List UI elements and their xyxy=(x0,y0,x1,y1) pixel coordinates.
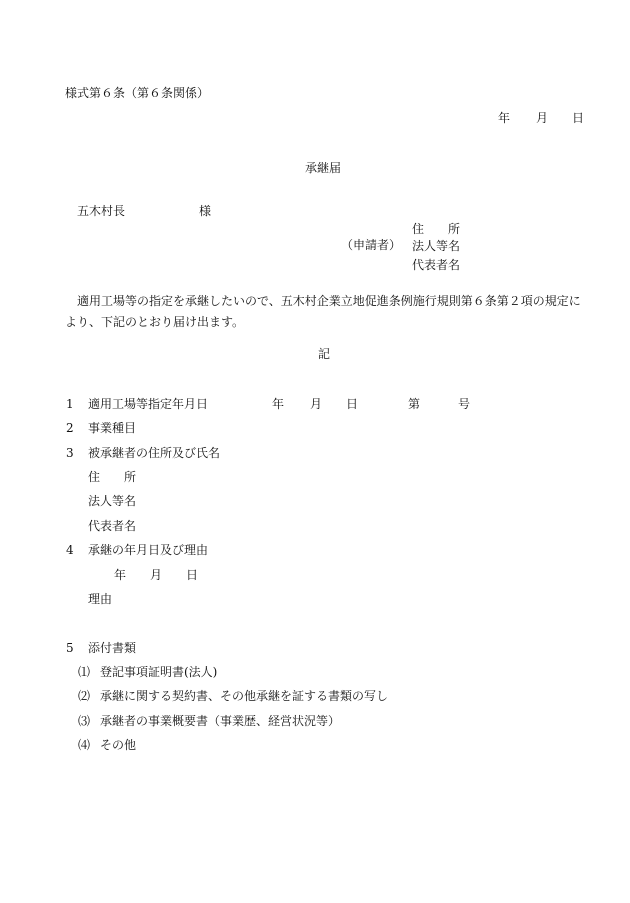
item3-number: 3 xyxy=(66,446,74,460)
applicant-label: （申請者） xyxy=(341,238,402,252)
applicant-representative-label: 代表者名 xyxy=(412,258,461,272)
attachment-1-text: 登記事項証明書(法人) xyxy=(100,665,218,679)
addressee-name: 五木村長 xyxy=(77,204,126,218)
item1-number: 1 xyxy=(66,397,74,411)
item4-label: 承継の年月日及び理由 xyxy=(88,543,209,557)
applicant-address-label: 住 所 xyxy=(412,222,461,236)
attachment-2-number: ⑵ xyxy=(78,689,91,703)
item2-label: 事業種目 xyxy=(88,421,137,435)
addressee-honorific: 様 xyxy=(199,204,212,218)
attachment-4-number: ⑷ xyxy=(78,738,91,752)
document-title: 承継届 xyxy=(305,161,342,175)
applicant-corporation-label: 法人等名 xyxy=(412,239,461,253)
item4-number: 4 xyxy=(66,543,74,557)
item4-reason-label: 理由 xyxy=(88,592,113,606)
item1-day: 日 xyxy=(346,397,359,411)
item5-number: 5 xyxy=(66,641,74,655)
item1-go: 号 xyxy=(458,397,471,411)
attachment-3-number: ⑶ xyxy=(78,714,91,728)
item4-month: 月 xyxy=(150,568,163,582)
item3-representative-label: 代表者名 xyxy=(88,519,137,533)
item3-label: 被承継者の住所及び氏名 xyxy=(88,446,221,460)
item5-label: 添付書類 xyxy=(88,641,137,655)
item3-address-label: 住 所 xyxy=(88,470,137,484)
item2-number: 2 xyxy=(66,421,74,435)
attachment-4-text: その他 xyxy=(100,738,137,752)
attachment-1-number: ⑴ xyxy=(78,665,91,679)
item1-month: 月 xyxy=(310,397,323,411)
item4-day: 日 xyxy=(186,568,199,582)
form-number: 様式第６条（第６条関係） xyxy=(65,86,210,100)
item3-corporation-label: 法人等名 xyxy=(88,494,137,508)
item1-dai: 第 xyxy=(408,397,421,411)
date-year-label: 年 xyxy=(498,111,511,125)
ki-heading: 記 xyxy=(318,347,331,361)
date-month-label: 月 xyxy=(536,111,549,125)
attachment-2-text: 承継に関する契約書、その他承継を証する書類の写し xyxy=(100,689,389,703)
date-day-label: 日 xyxy=(572,111,585,125)
item4-year: 年 xyxy=(114,568,127,582)
item1-label: 適用工場等指定年月日 xyxy=(88,397,209,411)
item1-year: 年 xyxy=(272,397,285,411)
attachment-3-text: 承継者の事業概要書（事業歴、経営状況等） xyxy=(100,714,341,728)
body-text: 適用工場等の指定を承継したいので、五木村企業立地促進条例施行規則第６条第２項の規定により、下記のとおり届け出ます。 xyxy=(65,294,581,329)
